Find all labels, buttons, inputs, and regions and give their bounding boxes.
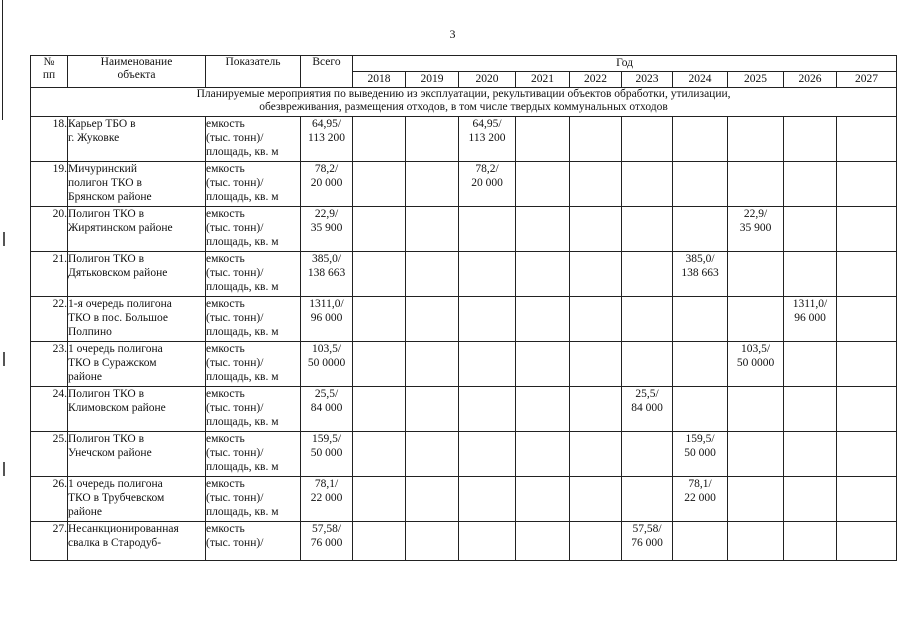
object-name-line: 1 очередь полигона — [68, 478, 163, 490]
indicator-line: (тыс. тонн)/ — [206, 447, 264, 459]
indicator — [206, 252, 301, 297]
indicator — [206, 387, 301, 432]
year-cell-2020 — [459, 297, 516, 342]
year-cell-2022 — [570, 342, 622, 387]
indicator — [206, 432, 301, 477]
indicator-line: площадь, кв. м — [206, 326, 279, 338]
year-cell-2018 — [353, 117, 406, 162]
year-cell-2023 — [622, 387, 673, 432]
year-cell-2025 — [728, 477, 784, 522]
indicator-line: (тыс. тонн)/ — [206, 312, 264, 324]
total-value-line: 138 663 — [307, 267, 346, 279]
object-name-line: Полигон ТКО в — [68, 253, 145, 265]
indicator-line: (тыс. тонн)/ — [206, 267, 264, 279]
year-cell-2024 — [673, 342, 728, 387]
indicator-line: емкость — [206, 163, 245, 175]
year-cell-2026 — [784, 117, 837, 162]
indicator — [206, 342, 301, 387]
year-cell-2026 — [784, 477, 837, 522]
object-name-line: 1-я очередь полигона — [68, 298, 172, 310]
year-cell-2022 — [570, 432, 622, 477]
year-cell-2024 — [673, 297, 728, 342]
year-cell-2022 — [570, 162, 622, 207]
scan-edge-mark — [3, 352, 5, 366]
year-cell-2020 — [459, 432, 516, 477]
total-value — [301, 252, 353, 297]
header-year-2025: 2025 — [728, 72, 784, 88]
header-year-2022: 2022 — [570, 72, 622, 88]
object-name-line: Климовском районе — [68, 402, 166, 414]
section-title-line: обезвреживания, размещения отходов, в том числе твердых коммунальных отходов — [259, 101, 668, 113]
year-cell-2025 — [728, 342, 784, 387]
header-year-2024: 2024 — [673, 72, 728, 88]
year-cell-2023 — [622, 207, 673, 252]
row-number: 19. — [31, 162, 68, 207]
indicator-line: емкость — [206, 388, 245, 400]
table-row — [31, 207, 897, 252]
object-name-line: Полигон ТКО в — [68, 388, 145, 400]
year-cell-2022 — [570, 522, 622, 561]
year-cell-2024 — [673, 207, 728, 252]
header-year-group: Год — [353, 56, 897, 72]
year-value-line: 159,5/ — [685, 433, 715, 445]
year-cell-2027 — [837, 117, 897, 162]
object-name — [68, 387, 206, 432]
year-cell-2027 — [837, 162, 897, 207]
object-name-line: Карьер ТБО в — [68, 118, 136, 130]
year-cell-2018 — [353, 432, 406, 477]
year-cell-2022 — [570, 207, 622, 252]
year-cell-2023 — [622, 342, 673, 387]
year-cell-2019 — [406, 342, 459, 387]
year-cell-2020 — [459, 522, 516, 561]
indicator-line: (тыс. тонн)/ — [206, 222, 264, 234]
header-row-top — [31, 56, 897, 72]
object-name — [68, 207, 206, 252]
year-cell-2023 — [622, 522, 673, 561]
row-number: 21. — [31, 252, 68, 297]
table-row — [31, 477, 897, 522]
year-cell-2021 — [516, 207, 570, 252]
header-object-name — [68, 56, 206, 88]
year-cell-2020 — [459, 387, 516, 432]
header-year-2019: 2019 — [406, 72, 459, 88]
year-cell-2026 — [784, 297, 837, 342]
year-cell-2026 — [784, 342, 837, 387]
total-value-line: 25,5/ — [314, 388, 339, 400]
total-value-line: 159,5/ — [311, 433, 342, 445]
total-value-line: 84 000 — [310, 402, 343, 414]
total-value-line: 103,5/ — [311, 343, 342, 355]
year-cell-2025 — [728, 432, 784, 477]
year-cell-2022 — [570, 252, 622, 297]
section-title-line: Планируемые мероприятия по выведению из эксплуатации, рекультивации объектов обработки, утилизации, — [196, 88, 731, 100]
object-name-line: Жирятинском районе — [68, 222, 173, 234]
section-title — [31, 88, 897, 117]
year-cell-2026 — [784, 207, 837, 252]
header-total: Всего — [301, 56, 353, 88]
total-value-line: 78,2/ — [314, 163, 339, 175]
object-name — [68, 342, 206, 387]
year-value-line: 76 000 — [631, 537, 663, 549]
total-value — [301, 387, 353, 432]
year-cell-2018 — [353, 252, 406, 297]
indicator-line: (тыс. тонн)/ — [206, 357, 264, 369]
indicator-line: емкость — [206, 298, 245, 310]
header-indicator: Показатель — [206, 56, 301, 88]
object-name-line: ТКО в Суражском — [68, 357, 157, 369]
row-number: 26. — [31, 477, 68, 522]
year-cell-2021 — [516, 387, 570, 432]
total-value-line: 1311,0/ — [309, 298, 344, 310]
total-value-line: 57,58/ — [311, 523, 342, 535]
year-cell-2018 — [353, 387, 406, 432]
total-value — [301, 432, 353, 477]
object-name-line: ТКО в пос. Большое — [68, 312, 168, 324]
object-name — [68, 252, 206, 297]
total-value — [301, 162, 353, 207]
year-cell-2024 — [673, 432, 728, 477]
indicator-line: емкость — [206, 253, 245, 265]
table-row — [31, 117, 897, 162]
header-number-line: пп — [42, 69, 56, 81]
indicator-line: емкость — [206, 118, 245, 130]
object-name-line: Унечском районе — [68, 447, 152, 459]
year-cell-2026 — [784, 387, 837, 432]
year-cell-2021 — [516, 252, 570, 297]
year-cell-2022 — [570, 117, 622, 162]
year-cell-2025 — [728, 207, 784, 252]
total-value-line: 96 000 — [310, 312, 343, 324]
year-cell-2027 — [837, 477, 897, 522]
object-name-line: Полигон ТКО в — [68, 208, 145, 220]
object-name-line: Полигон ТКО в — [68, 433, 145, 445]
row-number: 27. — [31, 522, 68, 561]
year-cell-2019 — [406, 477, 459, 522]
indicator-line: емкость — [206, 523, 245, 535]
year-value-line: 84 000 — [631, 402, 663, 414]
year-cell-2024 — [673, 387, 728, 432]
section-row — [31, 88, 897, 117]
year-cell-2019 — [406, 162, 459, 207]
total-value — [301, 477, 353, 522]
indicator — [206, 522, 301, 561]
year-cell-2026 — [784, 252, 837, 297]
year-cell-2023 — [622, 297, 673, 342]
table-row — [31, 432, 897, 477]
object-name-line: районе — [68, 371, 103, 383]
year-cell-2023 — [622, 252, 673, 297]
year-value-line: 35 900 — [739, 222, 772, 234]
indicator — [206, 207, 301, 252]
year-cell-2027 — [837, 342, 897, 387]
object-name-line: Несанкционированная — [68, 523, 179, 535]
year-cell-2024 — [673, 477, 728, 522]
indicator-line: площадь, кв. м — [206, 506, 279, 518]
object-name — [68, 432, 206, 477]
total-value — [301, 207, 353, 252]
object-name-line: ТКО в Трубчевском — [68, 492, 165, 504]
object-name — [68, 522, 206, 561]
year-value-line: 20 000 — [471, 177, 503, 189]
year-value-line: 1311,0/ — [792, 298, 828, 310]
object-name-line: Брянском районе — [68, 191, 152, 203]
year-cell-2027 — [837, 252, 897, 297]
year-cell-2025 — [728, 252, 784, 297]
page-number: 3 — [449, 27, 456, 41]
indicator-line: емкость — [206, 343, 245, 355]
year-cell-2020 — [459, 477, 516, 522]
year-cell-2027 — [837, 207, 897, 252]
scan-edge-line — [2, 0, 3, 120]
total-value — [301, 117, 353, 162]
indicator-line: площадь, кв. м — [206, 191, 279, 203]
header-year-2023: 2023 — [622, 72, 673, 88]
year-value-line: 22,9/ — [743, 208, 768, 220]
indicator-line: емкость — [206, 433, 245, 445]
object-name-line: Мичуринский — [68, 163, 137, 175]
header-year-2021: 2021 — [516, 72, 570, 88]
indicator-line: площадь, кв. м — [206, 281, 279, 293]
object-name-line: Полпино — [68, 326, 112, 338]
total-value-line: 35 900 — [310, 222, 343, 234]
year-value-line: 113 200 — [468, 132, 506, 144]
year-cell-2025 — [728, 297, 784, 342]
table-row — [31, 252, 897, 297]
total-value-line: 50 0000 — [307, 357, 346, 369]
total-value — [301, 297, 353, 342]
year-cell-2021 — [516, 342, 570, 387]
object-name — [68, 477, 206, 522]
year-value-line: 96 000 — [794, 312, 826, 324]
year-cell-2027 — [837, 387, 897, 432]
year-cell-2019 — [406, 387, 459, 432]
scan-edge-mark — [3, 462, 5, 476]
total-value-line: 20 000 — [310, 177, 343, 189]
indicator — [206, 162, 301, 207]
object-name-line: свалка в Стародуб- — [68, 537, 162, 549]
row-number: 20. — [31, 207, 68, 252]
year-cell-2023 — [622, 162, 673, 207]
indicator-line: (тыс. тонн)/ — [206, 537, 264, 549]
indicator — [206, 477, 301, 522]
year-cell-2023 — [622, 432, 673, 477]
year-cell-2025 — [728, 162, 784, 207]
year-cell-2023 — [622, 117, 673, 162]
header-year-2020: 2020 — [459, 72, 516, 88]
indicator-line: (тыс. тонн)/ — [206, 177, 264, 189]
object-name — [68, 297, 206, 342]
year-cell-2019 — [406, 432, 459, 477]
year-value-line: 64,95/ — [472, 118, 502, 130]
waste-facilities-table — [30, 55, 897, 561]
year-cell-2023 — [622, 477, 673, 522]
object-name-line: Дятьковском районе — [68, 267, 168, 279]
year-value-line: 50 000 — [684, 447, 716, 459]
header-number-line: № — [43, 56, 55, 68]
year-value-line: 50 0000 — [736, 357, 775, 369]
total-value — [301, 342, 353, 387]
header-number — [31, 56, 68, 88]
indicator-line: площадь, кв. м — [206, 416, 279, 428]
total-value-line: 50 000 — [310, 447, 343, 459]
year-cell-2018 — [353, 207, 406, 252]
year-cell-2025 — [728, 387, 784, 432]
scan-edge-mark — [3, 232, 5, 246]
year-cell-2020 — [459, 117, 516, 162]
indicator-line: площадь, кв. м — [206, 236, 279, 248]
indicator — [206, 117, 301, 162]
indicator-line: площадь, кв. м — [206, 146, 279, 158]
object-name-line: г. Жуковке — [68, 132, 120, 144]
header-year-2027: 2027 — [837, 72, 897, 88]
year-value-line: 385,0/ — [685, 253, 715, 265]
year-cell-2025 — [728, 117, 784, 162]
header-object-name-line: Наименование — [100, 56, 173, 68]
year-cell-2021 — [516, 522, 570, 561]
indicator-line: (тыс. тонн)/ — [206, 132, 264, 144]
year-cell-2020 — [459, 342, 516, 387]
object-name — [68, 117, 206, 162]
total-value-line: 76 000 — [310, 537, 343, 549]
total-value-line: 22,9/ — [314, 208, 339, 220]
indicator — [206, 297, 301, 342]
year-cell-2018 — [353, 162, 406, 207]
total-value-line: 22 000 — [310, 492, 343, 504]
year-cell-2018 — [353, 522, 406, 561]
year-cell-2019 — [406, 252, 459, 297]
object-name — [68, 162, 206, 207]
year-value-line: 25,5/ — [635, 388, 659, 400]
indicator-line: (тыс. тонн)/ — [206, 492, 264, 504]
year-cell-2019 — [406, 207, 459, 252]
year-cell-2020 — [459, 207, 516, 252]
header-year-2026: 2026 — [784, 72, 837, 88]
indicator-line: площадь, кв. м — [206, 461, 279, 473]
object-name-line: районе — [68, 506, 103, 518]
total-value-line: 385,0/ — [311, 253, 342, 265]
row-number: 23. — [31, 342, 68, 387]
year-cell-2024 — [673, 522, 728, 561]
year-cell-2024 — [673, 252, 728, 297]
year-cell-2027 — [837, 522, 897, 561]
year-value-line: 138 663 — [681, 267, 719, 279]
indicator-line: (тыс. тонн)/ — [206, 402, 264, 414]
table-row — [31, 342, 897, 387]
year-cell-2019 — [406, 117, 459, 162]
year-cell-2022 — [570, 387, 622, 432]
year-cell-2024 — [673, 162, 728, 207]
indicator-line: емкость — [206, 208, 245, 220]
year-cell-2021 — [516, 432, 570, 477]
indicator-line: площадь, кв. м — [206, 371, 279, 383]
total-value-line: 64,95/ — [311, 118, 342, 130]
year-cell-2026 — [784, 162, 837, 207]
table-row — [31, 162, 897, 207]
year-cell-2020 — [459, 162, 516, 207]
year-value-line: 57,58/ — [632, 523, 662, 535]
year-cell-2018 — [353, 297, 406, 342]
row-number: 25. — [31, 432, 68, 477]
year-cell-2027 — [837, 297, 897, 342]
row-number: 18. — [31, 117, 68, 162]
year-value-line: 78,2/ — [475, 163, 499, 175]
year-value-line: 78,1/ — [688, 478, 712, 490]
year-cell-2026 — [784, 522, 837, 561]
year-cell-2022 — [570, 297, 622, 342]
row-number: 24. — [31, 387, 68, 432]
year-cell-2022 — [570, 477, 622, 522]
header-object-name-line: объекта — [117, 69, 156, 81]
total-value-line: 78,1/ — [314, 478, 339, 490]
year-cell-2025 — [728, 522, 784, 561]
header-year-2018: 2018 — [353, 72, 406, 88]
row-number: 22. — [31, 297, 68, 342]
table-row — [31, 522, 897, 561]
table-row — [31, 297, 897, 342]
year-cell-2021 — [516, 297, 570, 342]
table-row — [31, 387, 897, 432]
year-cell-2021 — [516, 162, 570, 207]
year-cell-2027 — [837, 432, 897, 477]
year-cell-2021 — [516, 477, 570, 522]
year-cell-2019 — [406, 297, 459, 342]
year-value-line: 22 000 — [684, 492, 716, 504]
year-value-line: 103,5/ — [740, 343, 771, 355]
total-value-line: 113 200 — [308, 132, 345, 144]
year-cell-2020 — [459, 252, 516, 297]
year-cell-2018 — [353, 477, 406, 522]
total-value — [301, 522, 353, 561]
object-name-line: 1 очередь полигона — [68, 343, 163, 355]
year-cell-2019 — [406, 522, 459, 561]
year-cell-2021 — [516, 117, 570, 162]
year-cell-2018 — [353, 342, 406, 387]
object-name-line: полигон ТКО в — [68, 177, 142, 189]
year-cell-2024 — [673, 117, 728, 162]
indicator-line: емкость — [206, 478, 245, 490]
year-cell-2026 — [784, 432, 837, 477]
